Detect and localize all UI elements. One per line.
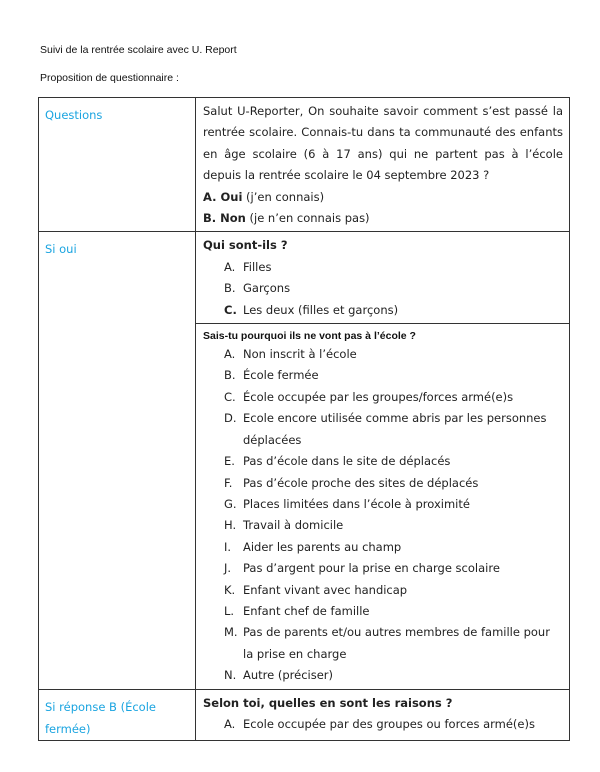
row-label-cell bbox=[39, 689, 196, 740]
list-item: J. Pas d’argent pour la prise en charge scolaire bbox=[224, 561, 500, 576]
list-item: I. Aider les parents au champ bbox=[224, 539, 402, 554]
table-row-questions bbox=[39, 98, 570, 232]
list-item: la prise en charge bbox=[243, 646, 347, 661]
list-item: B. Garçons bbox=[224, 281, 291, 296]
answer-option-a-key: A. Oui bbox=[203, 189, 243, 204]
question-qui-sont-ils: Qui sont-ils ? bbox=[203, 238, 288, 253]
row-label-cell bbox=[39, 98, 196, 232]
list-item: E. Pas d’école dans le site de déplacés bbox=[224, 454, 451, 469]
q1-options-list bbox=[203, 257, 563, 321]
list-item: D. Ecole encore utilisée comme abris par les personnes bbox=[224, 411, 547, 426]
list-item: C. École occupée par les groupes/forces armé(e)s bbox=[224, 389, 514, 404]
answer-option-b bbox=[203, 208, 563, 229]
row-content-cell bbox=[196, 98, 570, 232]
table-row-si-reponse-b bbox=[39, 689, 570, 740]
answer-option-b-key: B. Non bbox=[203, 211, 246, 226]
row-content-cell bbox=[196, 689, 570, 740]
questionnaire-table bbox=[38, 97, 570, 741]
row-label-si-reponse-b: Si réponse B (École fermée) bbox=[45, 699, 156, 736]
q2-options-list bbox=[203, 344, 563, 687]
question-pourquoi: Sais-tu pourquoi ils ne vont pas à l’école ? bbox=[203, 330, 416, 343]
raisons-options-list bbox=[203, 714, 563, 735]
list-item: H. Travail à domicile bbox=[224, 518, 344, 533]
row-content-cell bbox=[196, 232, 570, 324]
list-item: G. Places limitées dans l’école à proximité bbox=[224, 496, 470, 511]
list-item: déplacées bbox=[243, 432, 302, 447]
answer-option-a-text: (j’en connais) bbox=[242, 189, 325, 204]
row-label-cell bbox=[39, 232, 196, 689]
row-label-questions: Questions bbox=[45, 108, 103, 122]
list-item: A. Ecole occupée par des groupes ou forces armé(e)s bbox=[224, 716, 535, 731]
row-content-cell bbox=[196, 324, 570, 690]
main-question-text: Salut U-Reporter, On souhaite savoir comment s’est passé la rentrée scolaire. Connais-tu dans ta communauté des enfants en âge scolaire (6 à 17 ans) qui ne partent pas à l’école depuis la rentrée scolaire le 04 septembre 2023 ? bbox=[203, 104, 563, 183]
list-item: F. Pas d’école proche des sites de déplacés bbox=[224, 475, 479, 490]
list-item: M. Pas de parents et/ou autres membres de famille pour bbox=[224, 625, 550, 640]
list-item: A. Non inscrit à l’école bbox=[224, 347, 357, 362]
document-title: Suivi de la rentrée scolaire avec U. Report bbox=[40, 44, 237, 56]
answer-option-b-text: (je n’en connais pas) bbox=[245, 211, 370, 226]
list-item: C. Les deux (filles et garçons) bbox=[224, 302, 399, 317]
row-label-si-oui: Si oui bbox=[45, 242, 77, 257]
list-item: N. Autre (préciser) bbox=[224, 668, 334, 683]
question-raisons: Selon toi, quelles en sont les raisons ? bbox=[203, 695, 453, 710]
answer-option-a bbox=[203, 187, 563, 208]
list-item: B. École fermée bbox=[224, 368, 319, 383]
list-item: A. Filles bbox=[224, 259, 272, 274]
list-item: K. Enfant vivant avec handicap bbox=[224, 582, 408, 597]
document-subtitle: Proposition de questionnaire : bbox=[40, 72, 179, 84]
list-item: L. Enfant chef de famille bbox=[224, 603, 370, 618]
table-row-si-oui-q1 bbox=[39, 232, 570, 324]
